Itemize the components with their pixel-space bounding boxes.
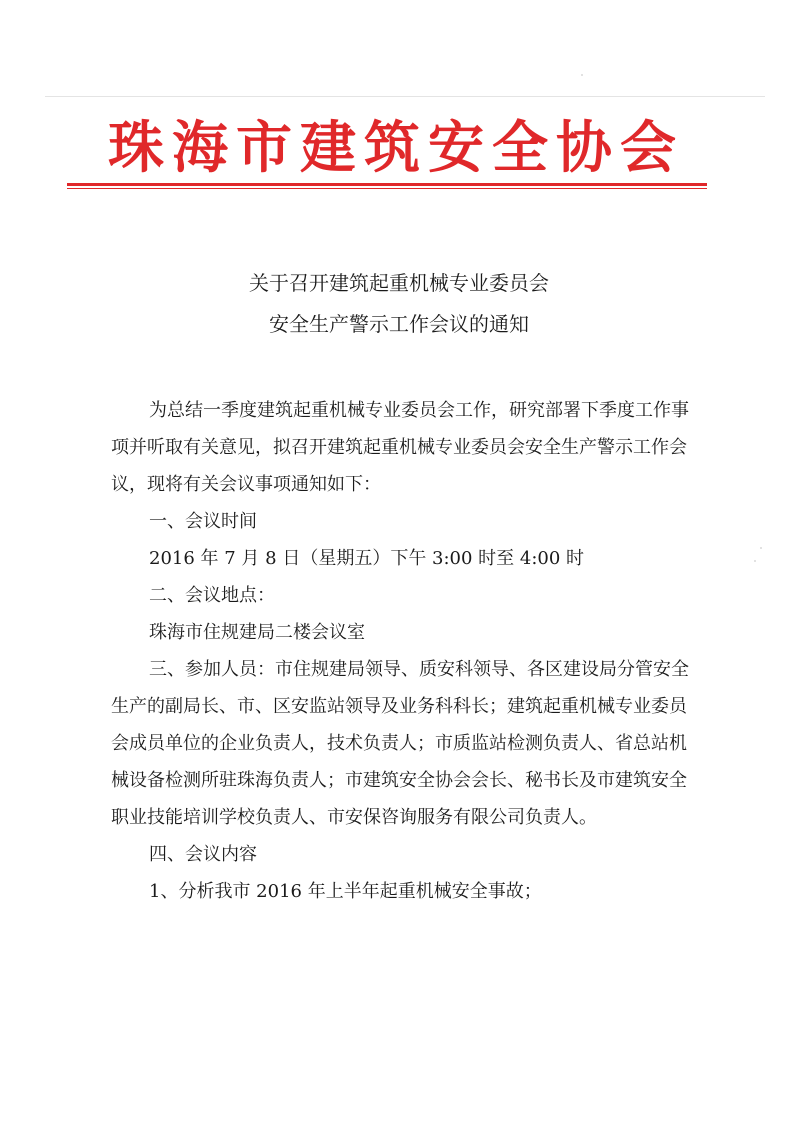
scan-speck: [754, 560, 756, 562]
scan-speck: [581, 74, 583, 76]
notice-title-line-1: 关于召开建筑起重机械专业委员会: [249, 271, 549, 295]
section-2-heading: 二、会议地点：: [149, 585, 275, 606]
intro-paragraph: 为总结一季度建筑起重机械专业委员会工作，研究部署下季度工作事项并听取有关意见，拟召开建筑起重机械专业委员会安全生产警示工作会议，现将有关会议事项通知如下：: [111, 400, 689, 495]
section-2-content: 珠海市住规建局二楼会议室: [149, 622, 365, 643]
section-3-paragraph: 三、参加人员：市住规建局领导、质安科领导、各区建设局分管安全生产的副局长、市、区安监站领导及业务科科长；建筑起重机械专业委员会成员单位的企业负责人，技术负责人；市质监站检测负责人、省总站机械设备检测所驻珠海负责人；市建筑安全协会会长、秘书长及市建筑安全职业技能培训学校负责人、市安保咨询服务有限公司负责人。: [111, 659, 689, 828]
item-1: 1、分析我市 2016 年上半年起重机械安全事故；: [149, 881, 542, 902]
letterhead-title: 珠海市建筑安全协会: [108, 115, 684, 181]
scan-speck: [760, 547, 762, 549]
section-1-content: 2016 年 7 月 8 日（星期五）下午 3:00 时至 4:00 时: [149, 548, 585, 569]
letterhead-rule-thin: [67, 188, 707, 189]
scan-edge-line: [45, 96, 765, 97]
letterhead-rule-thick: [67, 183, 707, 186]
notice-body: [111, 392, 693, 910]
section-1-heading: 一、会议时间: [149, 511, 257, 532]
notice-title-line-2: 安全生产警示工作会议的通知: [269, 312, 529, 336]
section-4-heading: 四、会议内容: [149, 844, 257, 865]
